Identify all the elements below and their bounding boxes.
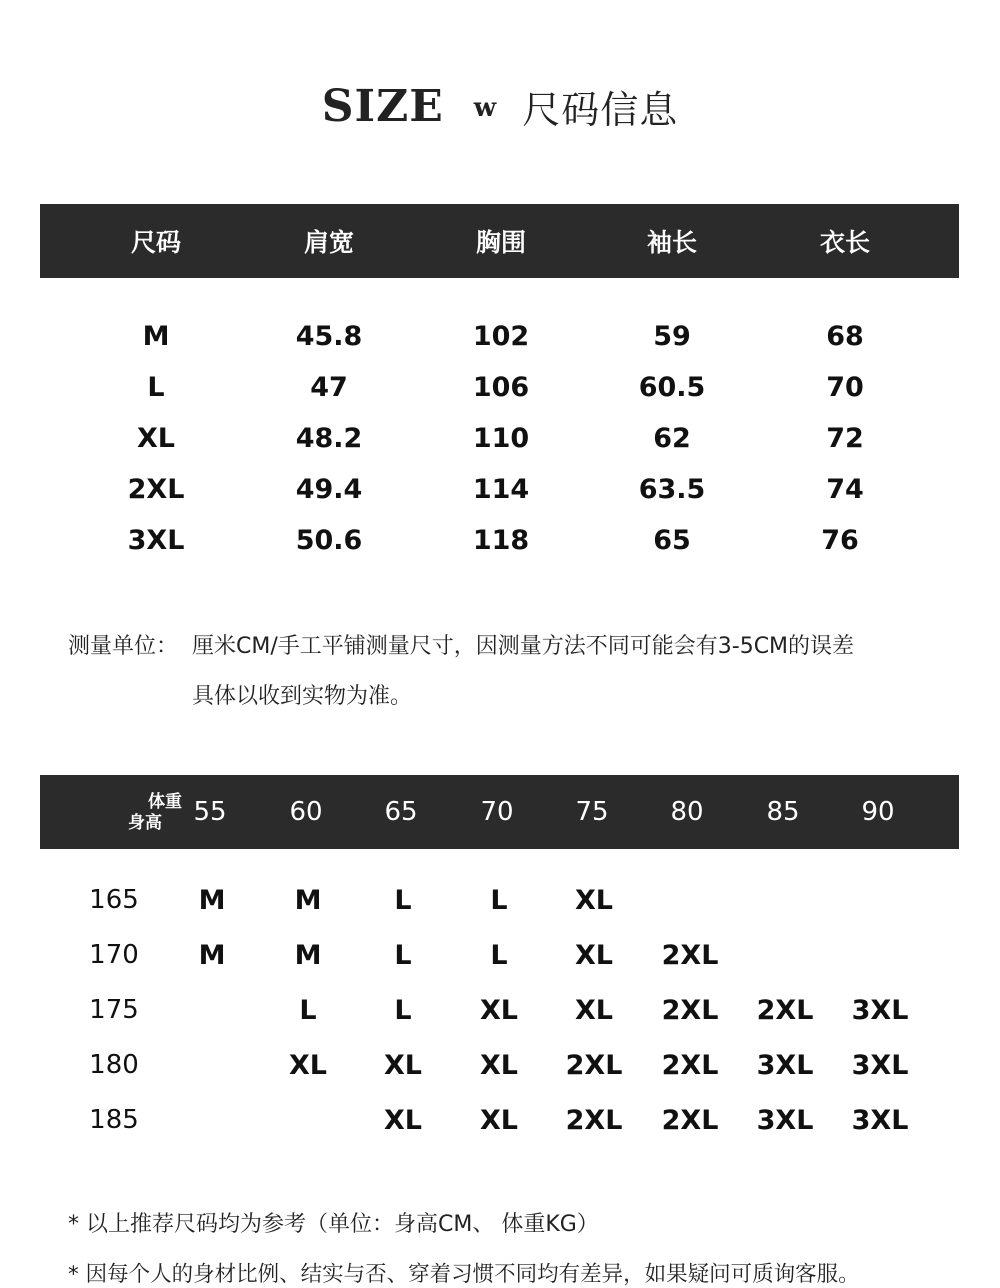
size-cell: XL (383, 1104, 423, 1136)
cell-size: XL (136, 422, 176, 454)
cell-shoulder: 47 (310, 371, 348, 403)
size-cell: 3XL (756, 1049, 814, 1081)
height-value: 165 (89, 885, 139, 915)
table-row (0, 1100, 1000, 1140)
header-shoulder: 肩宽 (303, 228, 354, 257)
table-row (0, 316, 1000, 356)
height-value: 175 (89, 995, 139, 1025)
size-cell: M (198, 884, 226, 916)
corner-weight-label: 体重 (148, 792, 182, 812)
size-cell: XL (383, 1049, 423, 1081)
corner-height-label: 身高 (128, 813, 162, 833)
table-row (0, 935, 1000, 975)
recommend-table-header (40, 775, 959, 849)
cell-chest: 102 (472, 320, 530, 352)
size-cell: 3XL (851, 1049, 909, 1081)
table-row (0, 418, 1000, 458)
cell-sleeve: 63.5 (638, 473, 706, 505)
size-cell: 2XL (756, 994, 814, 1026)
footnote-disclaimer: * 因每个人的身材比例、结实与否、穿着习惯不同均有差异，如果疑问可质询客服。 (68, 1262, 860, 1287)
size-cell (745, 935, 825, 975)
size-cell: 2XL (565, 1104, 623, 1136)
size-cell: 2XL (661, 1104, 719, 1136)
size-cell: 2XL (565, 1049, 623, 1081)
size-cell (172, 1045, 252, 1085)
cell-length: 70 (826, 371, 864, 403)
header-length: 衣长 (819, 228, 870, 257)
cell-sleeve: 62 (653, 422, 691, 454)
weight-header: 85 (766, 797, 800, 827)
size-cell: M (198, 939, 226, 971)
cell-sleeve: 59 (653, 320, 691, 352)
size-cell: M (294, 884, 322, 916)
cell-chest: 106 (472, 371, 530, 403)
cell-size: M (142, 320, 170, 352)
cell-sleeve: 65 (653, 524, 691, 556)
cell-size: 2XL (127, 473, 185, 505)
size-cell: 3XL (851, 994, 909, 1026)
weight-header: 70 (480, 797, 514, 827)
size-cell: 3XL (851, 1104, 909, 1136)
size-cell: XL (574, 884, 614, 916)
size-cell: L (490, 939, 508, 971)
size-cell: 2XL (661, 1049, 719, 1081)
weight-header: 90 (861, 797, 895, 827)
cell-shoulder: 48.2 (295, 422, 363, 454)
size-cell: L (394, 939, 412, 971)
cell-size: L (147, 371, 165, 403)
measure-note-label: 测量单位： (68, 634, 179, 659)
title-english: SIZE (321, 80, 444, 132)
title-chinese: 尺码信息 (522, 87, 679, 132)
table-row (0, 469, 1000, 509)
cell-chest: 110 (472, 422, 530, 454)
size-cell: 3XL (756, 1104, 814, 1136)
weight-header: 55 (193, 797, 227, 827)
size-cell (840, 880, 920, 920)
title-mark: w (473, 93, 497, 123)
cell-chest: 118 (472, 524, 530, 556)
size-cell (745, 880, 825, 920)
size-cell (650, 880, 730, 920)
size-cell: XL (479, 1049, 519, 1081)
size-cell: XL (479, 1104, 519, 1136)
size-cell: 2XL (661, 939, 719, 971)
height-value: 170 (89, 940, 139, 970)
size-cell (172, 990, 252, 1030)
size-cell: L (299, 994, 317, 1026)
size-cell: 2XL (661, 994, 719, 1026)
weight-header: 75 (575, 797, 609, 827)
cell-length: 68 (826, 320, 864, 352)
size-table-header (40, 204, 959, 278)
size-cell: XL (288, 1049, 328, 1081)
table-row (0, 990, 1000, 1030)
cell-sleeve: 60.5 (638, 371, 706, 403)
height-value: 180 (89, 1050, 139, 1080)
cell-length: 74 (826, 473, 864, 505)
size-cell: XL (479, 994, 519, 1026)
size-cell: L (394, 884, 412, 916)
size-cell (172, 1100, 252, 1140)
measure-note-line1: 厘米CM/手工平铺测量尺寸，因测量方法不同可能会有3-5CM的误差 (192, 634, 855, 659)
weight-header: 80 (670, 797, 704, 827)
cell-length: 72 (826, 422, 864, 454)
page-title (0, 78, 1000, 134)
cell-shoulder: 49.4 (295, 473, 363, 505)
footnote-reference: * 以上推荐尺码均为参考（单位：身高CM、 体重KG） (68, 1212, 599, 1237)
cell-size: 3XL (127, 524, 185, 556)
header-sleeve: 袖长 (646, 228, 697, 257)
size-cell: L (394, 994, 412, 1026)
measure-note-line2: 具体以收到实物为准。 (192, 684, 413, 709)
table-row (0, 880, 1000, 920)
size-cell: L (490, 884, 508, 916)
cell-shoulder: 45.8 (295, 320, 363, 352)
cell-length: 76 (821, 524, 859, 556)
cell-chest: 114 (472, 473, 530, 505)
header-chest: 胸围 (475, 228, 526, 257)
size-cell (268, 1100, 348, 1140)
size-cell: XL (574, 939, 614, 971)
size-cell: M (294, 939, 322, 971)
height-value: 185 (89, 1105, 139, 1135)
table-row (0, 520, 1000, 560)
table-row (0, 1045, 1000, 1085)
weight-header: 60 (289, 797, 323, 827)
size-cell (840, 935, 920, 975)
header-size: 尺码 (130, 228, 181, 257)
weight-header: 65 (384, 797, 418, 827)
table-row (0, 367, 1000, 407)
cell-shoulder: 50.6 (295, 524, 363, 556)
size-cell: XL (574, 994, 614, 1026)
